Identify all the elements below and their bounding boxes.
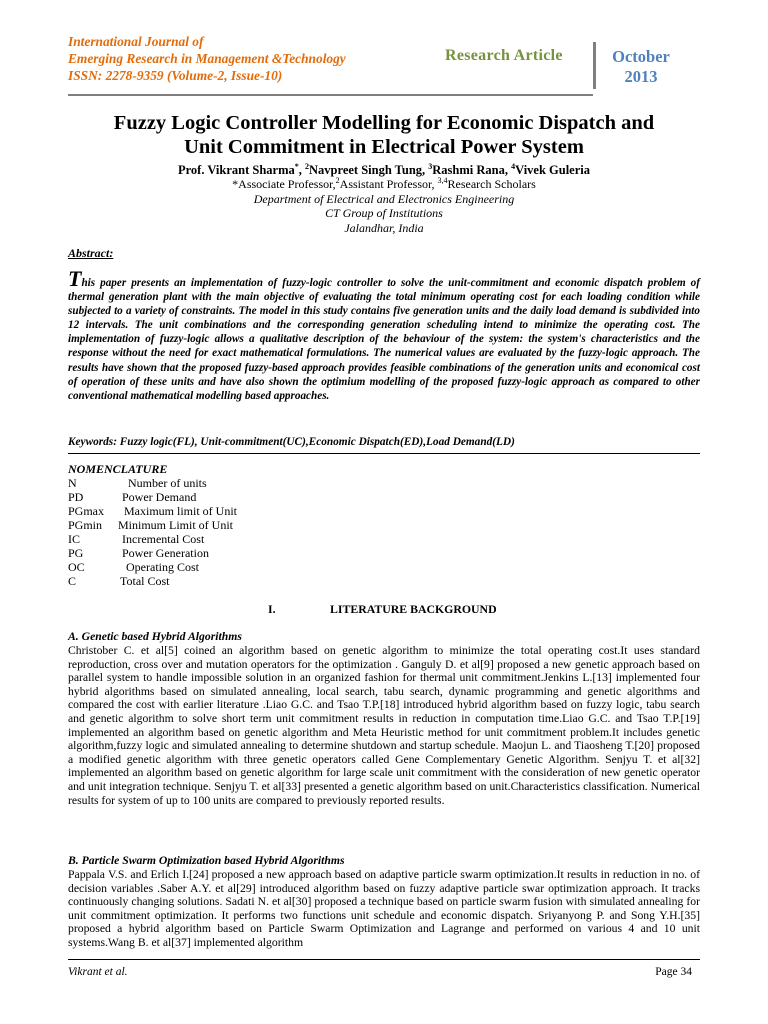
role-assistant: Assistant Professor, [339,177,438,191]
journal-info [68,33,346,84]
title-line-1: Fuzzy Logic Controller Modelling for Economic Dispatch and [113,112,655,134]
author-1-mark: * [294,162,299,171]
header-vertical-divider [593,42,596,89]
department: Department of Electrical and Electronics Engineering [253,191,515,206]
role-scholars: Research Scholars [447,177,536,191]
nomenclature-definition: Total Cost [120,574,170,588]
author-list: Prof. Vikrant Sharma*, $^2$Navpreet Singh Tung, $^3$Rashmi Rana, $^4$Vivek Guleria [177,162,591,178]
section-number: I. [268,602,276,616]
nomenclature-definition: Maximum limit of Unit [124,504,237,518]
nomenclature-symbol: C [68,574,77,588]
page-number: Page 34 [655,966,692,978]
author-4-mark: 4 [511,162,516,171]
journal-name-line2: Emerging Research in Management &Technology [68,51,346,66]
issue-year: 2013 [624,67,658,86]
issue-date [601,47,681,87]
abstract-dropcap: T [68,266,82,291]
paper-page [68,0,700,1024]
subsection-b-heading: B. Particle Swarm Optimization based Hybrid Algorithms [68,854,345,867]
nomenclature-heading: NOMENCLATURE [68,462,168,476]
footer-author: Vikrant et al. [68,966,128,978]
abstract-body [68,266,700,403]
location: Jalandhar, India [344,220,424,235]
journal-header [68,33,700,93]
author-2-mark: 2 [305,162,310,171]
article-type-label: Research Article [445,47,563,64]
footer-rule [68,959,700,960]
author-4: Vivek Guleria [515,163,591,178]
author-3-mark: 3 [428,162,433,171]
nomenclature-symbol: OC [68,560,85,574]
subsection-b-paragraph: Pappala V.S. and Erlich I.[24] proposed a new approach based on adaptive particle swarm optimization.It results in reduction in no. of decision variables .Saber A.Y. et al[29] introduced algorithm based on fuzzy adaptive particle swar optimization approach. It tracks continuously changing solutions. Sadati N. et al[30] proposed a technique based on particle swarm fusion with simulated annealing for unit commitment optimization. It performs two functions unit schedule and economic dispatch. Sriyanyong P. and Song Y.H.[35] proposed a hybrid algorithm based on Particle Swarm Optimization and Lagrange and performed on various 4 and 10 unit systems.Wang B. et al[37] implemented algorithm [68,868,700,949]
section-title: LITERATURE BACKGROUND [330,602,497,616]
keywords-rule [68,453,700,454]
author-2: Navpreet Singh Tung, [309,163,429,178]
header-rule [68,94,593,96]
affiliations [68,174,700,235]
nomenclature-symbol: PGmax [68,504,104,518]
nomenclature-definition: Operating Cost [126,560,199,574]
nomenclature-symbol: PG [68,546,84,560]
journal-issn: ISSN: 2278-9359 (Volume-2, Issue-10) [68,68,283,83]
role-associate: *Associate Professor, [232,177,336,191]
nomenclature-definition: Incremental Cost [122,532,205,546]
nomenclature-definition: Minimum Limit of Unit [118,518,234,532]
role-mark-34: 3,4 [437,176,448,185]
keywords: Keywords: Fuzzy logic(FL), Unit-commitment(UC),Economic Dispatch(ED),Load Demand(LD) [68,436,515,448]
paper-title [68,111,700,159]
institution: CT Group of Institutions [325,206,443,220]
role-mark-2: 2 [335,176,340,185]
abstract-heading: Abstract: [68,246,114,260]
nomenclature-symbol: PD [68,490,84,504]
journal-name-line1: International Journal of [68,34,204,49]
author-roles [68,174,700,192]
nomenclature-definition: Power Generation [122,546,209,560]
nomenclature-symbol: N [68,476,77,490]
title-line-2: Unit Commitment in Electrical Power System [184,136,584,158]
nomenclature-symbol: IC [68,532,80,546]
subsection-a-heading: A. Genetic based Hybrid Algorithms [68,630,242,643]
author-1: Prof. Vikrant Sharma [177,163,295,178]
abstract-text: his paper presents an implementation of fuzzy-logic controller to solve the unit-commitment and economic dispatch problem of thermal generation plant with the main objective of evaluating the total minimum operating cost for each loading condition while subjected to a variety of constraints. The model in this study contains five generation units and the daily load demand is subdivided into 12 intervals. The unit combinations and the corresponding generation scheduling intend to minimize the operating cost. The implementation of fuzzy-logic allows a qualitative description of the behaviour of the system: the system's characteristics and the response without the need for exact mathematical formulations. The numerical values are evaluated by the fuzzy-logic approach. The results have shown that the proposed fuzzy-based approach provides feasible combinations of the generation units and economical cost of operation of these units and have also shown the optimium modelling of the proposed fuzzy-logic approach as compared to other conventional mathematical modelling based approaches. [68,277,700,402]
nomenclature-definition: Number of units [128,476,207,490]
subsection-a-paragraph: Christober C. et al[5] coined an algorithm based on genetic algorithm to minimize the total operating cost.It uses standard reproduction, cross over and mutation operators for the optimization . Ganguly D. et al[9] proposed a new genetic approach based on parallel system to handle impossible solution in an organized fashion for thermal unit commitment.Jenkins L.[13] implemented four hybrid algorithms based on simulated annealing, local search, tabu search, dynamic programming and genetic algorithms and compared the cost with earlier literature .Liao G.C. and Tsao T.P.[18] introduced hybrid algorithm based on fuzzy logic, tabu search and genetic algorithm to solve short term unit commitment results in reduction in computation time.Liao G.C. and Tsao T.P.[19] implemented an algorithm based on genetic algorithm and Meta Heuristic method for unit commitment problem.It includes genetic algorithm,fuzzy logic and simulated annealing to determine shutdown and startup schedule. Maojun L. and Tiaosheng T.[20] proposed a modified genetic algorithm with three genetic operators called Gene Complementary Genetic Algorithm. Senjyu T. et al[32] implemented an algorithm based on genetic algorithm for large scale unit commitment with the consideration of new genetic operator and unit integration technique. Senjyu T. et al[33] presented a genetic algorithm based on unit.Characteristics classification. Numerical results for system of up to 100 units are compared to previously reported results. [68,644,700,807]
nomenclature-symbol: PGmin [68,518,103,532]
issue-month: October [612,47,670,66]
author-3: Rashmi Rana, [432,163,512,178]
nomenclature-definition: Power Demand [122,490,197,504]
